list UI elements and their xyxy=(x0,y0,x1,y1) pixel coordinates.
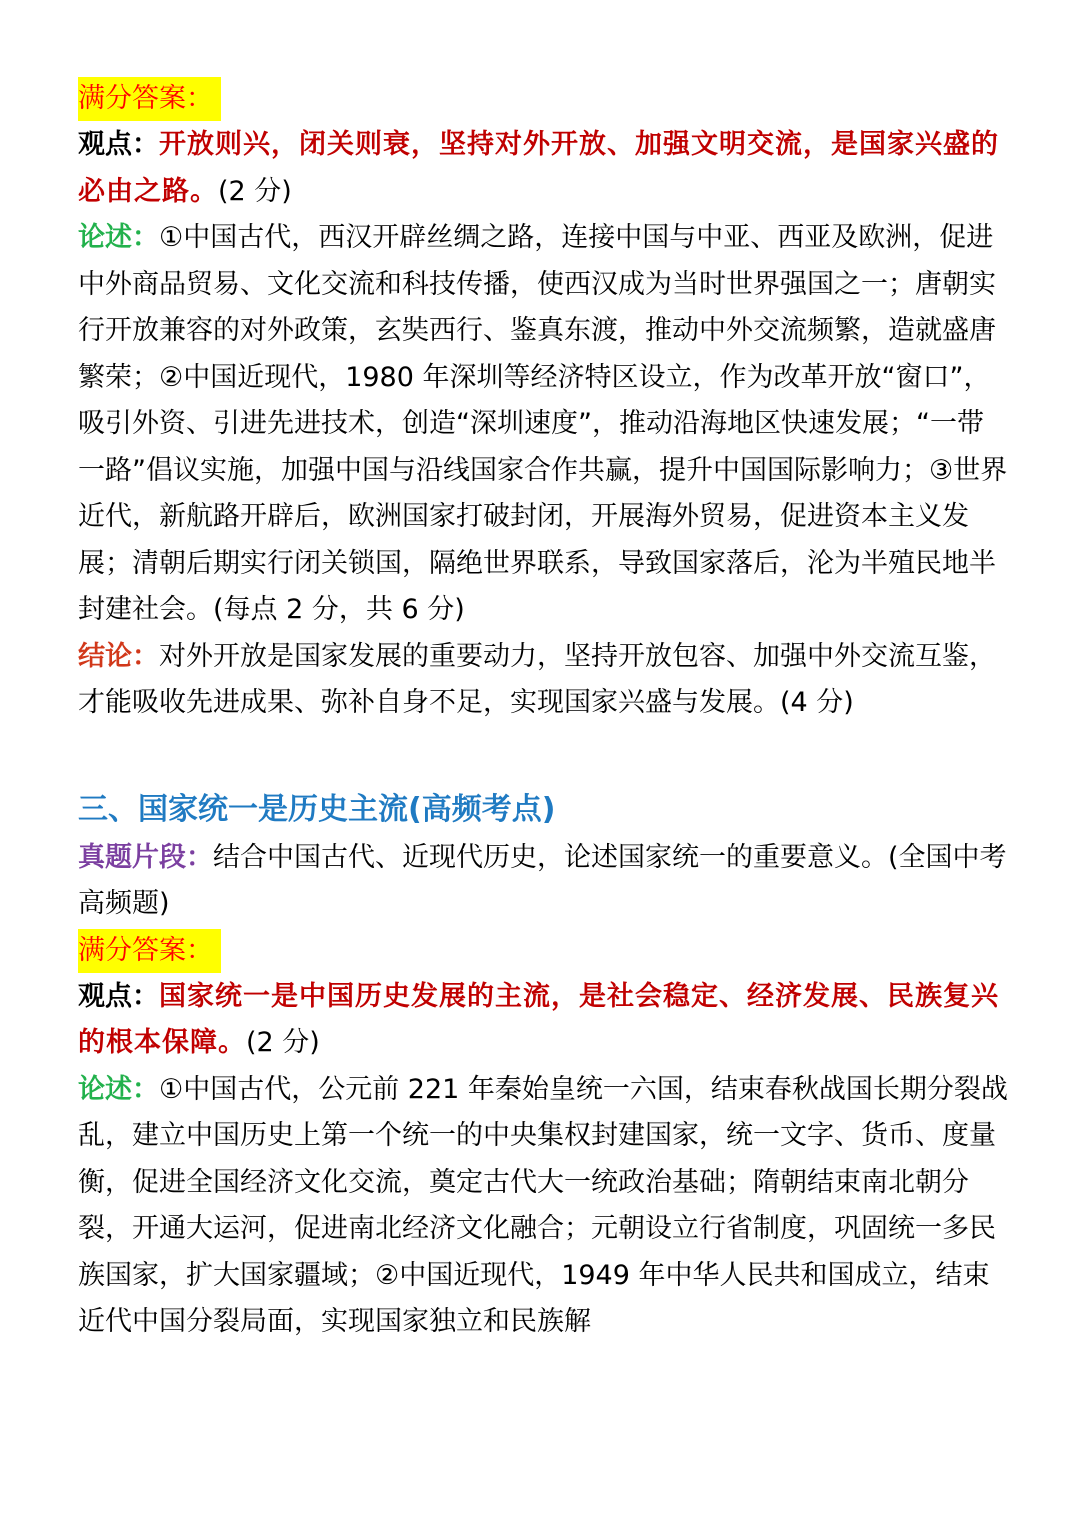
document-page xyxy=(78,76,1008,1346)
discussion-text-2: ①中国古代，公元前 221 年秦始皇统一六国，结束春秋战国长期分裂战乱，建立中国历史上第一个统一的中央集权封建国家，统一文字、货币、度量衡，促进全国经济文化交流，奠定古代大一统政治基础；隋朝结束南北朝分裂，开通大运河，促进南北经济文化融合；元朝设立行省制度，巩固统一多民族国家，扩大国家疆域；②中国近现代，1949 年中华人民共和国成立，结束近代中国分裂局面，实现国家独立和民族解 xyxy=(78,1073,1008,1337)
viewpoint-label-2: 观点： xyxy=(78,980,159,1012)
viewpoint-paragraph xyxy=(78,122,1008,215)
conclusion-label: 结论： xyxy=(78,640,159,672)
full-score-answer-label-2: 满分答案： xyxy=(78,929,221,973)
answer-label-row-2 xyxy=(78,928,1008,974)
viewpoint-text: 开放则兴，闭关则衰，坚持对外开放、加强文明交流，是国家兴盛的必由之路。 xyxy=(78,129,999,207)
question-label: 真题片段： xyxy=(78,841,213,873)
discussion-paragraph xyxy=(78,215,1008,634)
discussion-paragraph-2 xyxy=(78,1067,1008,1346)
discussion-label: 论述： xyxy=(78,222,159,253)
viewpoint-score: (2 分) xyxy=(218,175,292,207)
answer-label-row xyxy=(78,76,1008,122)
question-paragraph xyxy=(78,835,1008,928)
discussion-label-2: 论述： xyxy=(78,1073,159,1105)
question-text: 结合中国古代、近现代历史，论述国家统一的重要意义。(全国中考高频题) xyxy=(78,841,1007,919)
conclusion-text: 对外开放是国家发展的重要动力，坚持开放包容、加强中外交流互鉴，才能吸收先进成果、弥补自身不足，实现国家兴盛与发展。(4 分) xyxy=(78,640,996,718)
viewpoint-score-2: (2 分) xyxy=(246,1027,320,1058)
section-heading: 三、国家统一是历史主流(高频考点) xyxy=(78,791,556,827)
viewpoint-paragraph-2 xyxy=(78,974,1008,1067)
conclusion-paragraph xyxy=(78,634,1008,727)
viewpoint-text-2: 国家统一是中国历史发展的主流，是社会稳定、经济发展、民族复兴的根本保障。 xyxy=(78,980,999,1058)
viewpoint-label: 观点： xyxy=(78,129,159,160)
full-score-answer-label: 满分答案： xyxy=(78,77,221,121)
discussion-text: ①中国古代，西汉开辟丝绸之路，连接中国与中亚、西亚及欧洲，促进中外商品贸易、文化交流和科技传播，使西汉成为当时世界强国之一；唐朝实行开放兼容的对外政策，玄奘西行、鉴真东渡，推动中外交流频繁，造就盛唐繁荣；②中国近现代，1980 年深圳等经济特区设立，作为改革开放“窗口”，吸引外资、引进先进技术，创造“深圳速度”，推动沿海地区快速发展；“一带一路”倡议实施，加强中国与沿线国家合作共赢，提升中国国际影响力；③世界近代，新航路开辟后，欧洲国家打破封闭，开展海外贸易，促进资本主义发展；清朝后期实行闭关锁国，隔绝世界联系，导致国家落后，沦为半殖民地半封建社会。(每点 2 分，共 6 分) xyxy=(78,222,1008,625)
